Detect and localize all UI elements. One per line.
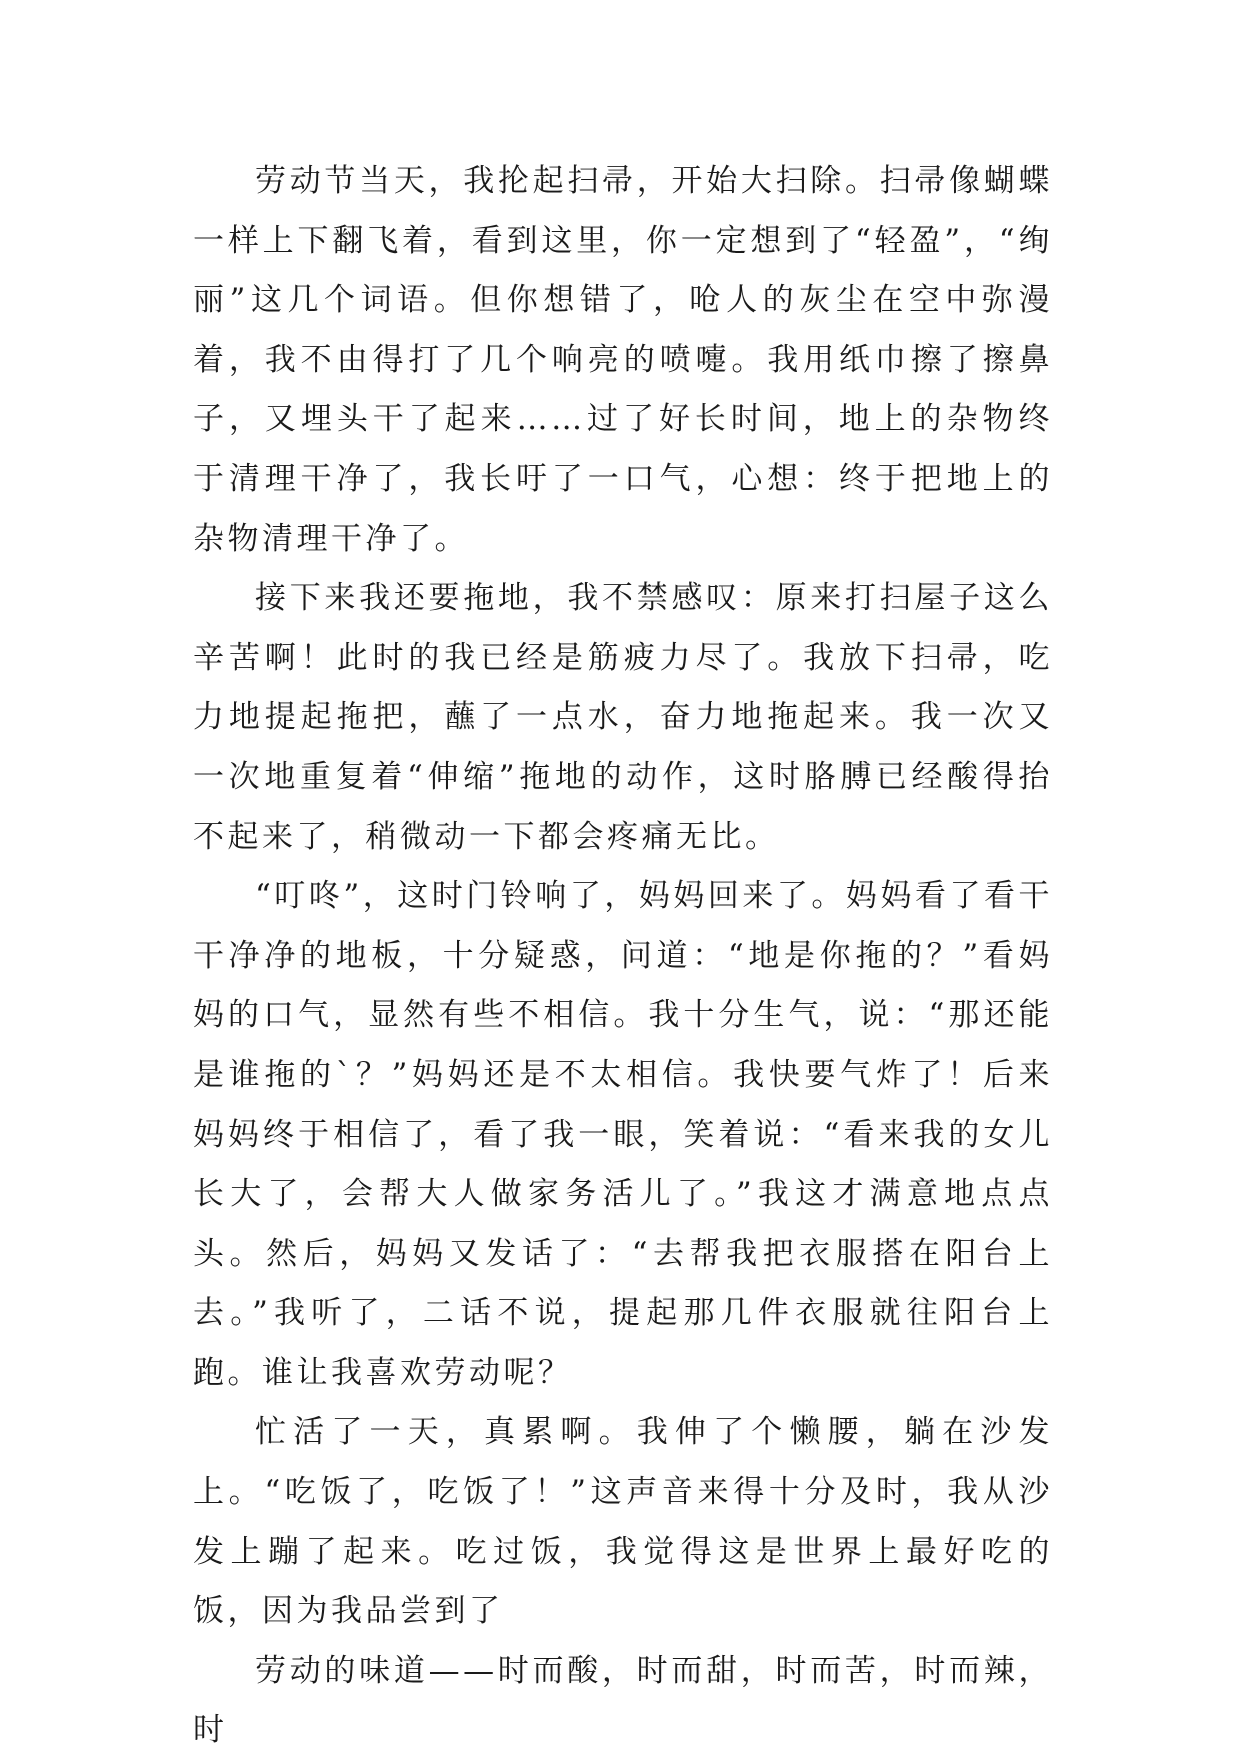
- paragraph-5: 劳动的味道——时而酸，时而甜，时而苦，时而辣，时: [193, 1652, 1053, 1749]
- paragraph-1: 劳动节当天，我抡起扫帚，开始大扫除。扫帚像蝴蝶一样上下翻飞着，看到这里，你一定想到了“轻盈”，“绚丽”这几个词语。但你想错了，呛人的灰尘在空中弥漫着，我不由得打了几个响亮的喷嚏。我用纸巾擦了擦鼻子，又埋头干了起来……过了好长时间，地上的杂物终于清理干净了，我长吁了一口气，心想：终于把地上的杂物清理干净了。: [193, 163, 1053, 557]
- paragraph-2: 接下来我还要拖地，我不禁感叹：原来打扫屋子这么辛苦啊！此时的我已经是筋疲力尽了。我放下扫帚，吃力地提起拖把，蘸了一点水，奋力地拖起来。我一次又一次地重复着“伸缩”拖地的动作，这时胳膊已经酸得抬不起来了，稍微动一下都会疼痛无比。: [193, 580, 1053, 855]
- paragraph-4: 忙活了一天，真累啊。我伸了个懒腰，躺在沙发上。“吃饭了，吃饭了！”这声音来得十分及时，我从沙发上蹦了起来。吃过饭，我觉得这是世界上最好吃的饭，因为我品尝到了: [193, 1414, 1053, 1630]
- essay-body: [193, 152, 1053, 1761]
- paragraph-3: “叮咚”，这时门铃响了，妈妈回来了。妈妈看了看干干净净的地板，十分疑惑，问道：“地是你拖的？”看妈妈的口气，显然有些不相信。我十分生气，说：“那还能是谁拖的`？”妈妈还是不太相信。我快要气炸了！后来妈妈终于相信了，看了我一眼，笑着说：“看来我的女儿长大了，会帮大人做家务活儿了。”我这才满意地点点头。然后，妈妈又发话了：“去帮我把衣服搭在阳台上去。”我听了，二话不说，提起那几件衣服就往阳台上跑。谁让我喜欢劳动呢？: [193, 878, 1053, 1391]
